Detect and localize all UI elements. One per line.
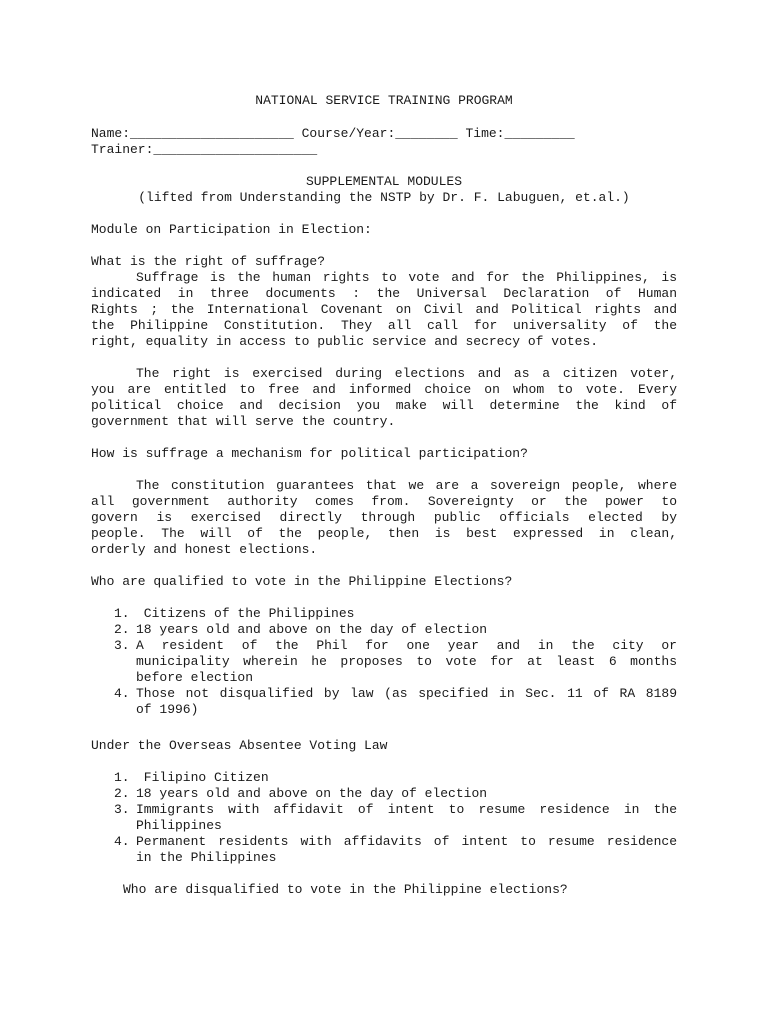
list-item: in the Philippines xyxy=(136,850,277,865)
list-item: municipality wherein he proposes to vote for at least 6 months xyxy=(136,654,677,669)
document-title: NATIONAL SERVICE TRAINING PROGRAM xyxy=(255,93,513,108)
paragraph-line: Suffrage is the human rights to vote and for the Philippines, is xyxy=(136,270,677,285)
list-number: 1. xyxy=(114,606,130,621)
list-item: 18 years old and above on the day of election xyxy=(136,622,488,637)
paragraph-line: government that will serve the country. xyxy=(91,414,396,429)
overseas-heading: Under the Overseas Absentee Voting Law xyxy=(91,738,388,753)
question-disqualified: Who are disqualified to vote in the Philippine elections? xyxy=(123,882,568,897)
list-number: 1. xyxy=(114,770,130,785)
question-qualified: Who are qualified to vote in the Philippine Elections? xyxy=(91,574,513,589)
paragraph-line: The right is exercised during elections and as a citizen voter, xyxy=(136,366,677,381)
list-number: 2. xyxy=(114,786,130,801)
paragraph-line: people. The will of the people, then is best expressed in clean, xyxy=(91,526,677,541)
paragraph-line: The constitution guarantees that we are a sovereign people, where xyxy=(136,478,677,493)
list-number: 2. xyxy=(114,622,130,637)
paragraph-line: all government authority comes from. Sovereignty or the power to xyxy=(91,494,677,509)
module-heading: Module on Participation in Election: xyxy=(91,222,372,237)
paragraph-line: orderly and honest elections. xyxy=(91,542,318,557)
list-item: before election xyxy=(136,670,254,685)
form-fields-line-1: Name:_____________________ Course/Year:________ Time:_________ xyxy=(91,126,575,141)
form-fields-line-2: Trainer:_____________________ xyxy=(91,142,318,157)
list-item: A resident of the Phil for one year and in the city or xyxy=(136,638,677,653)
list-item: Philippines xyxy=(136,818,222,833)
paragraph-line: Rights ; the International Covenant on Civil and Political rights and xyxy=(91,302,677,317)
question-suffrage: What is the right of suffrage? xyxy=(91,254,326,269)
paragraph-line: political choice and decision you make will determine the kind of xyxy=(91,398,677,413)
list-item: Filipino Citizen xyxy=(136,770,269,785)
list-item: Immigrants with affidavit of intent to resume residence in the xyxy=(136,802,677,817)
list-number: 3. xyxy=(114,638,130,653)
list-item: Permanent residents with affidavits of intent to resume residence xyxy=(136,834,677,849)
list-item: 18 years old and above on the day of election xyxy=(136,786,488,801)
modules-title: SUPPLEMENTAL MODULES xyxy=(305,174,463,189)
paragraph-line: right, equality in access to public service and secrecy of votes. xyxy=(91,334,599,349)
list-number: 4. xyxy=(114,834,130,849)
modules-source: (lifted from Understanding the NSTP by Dr. F. Labuguen, et.al.) xyxy=(138,190,630,205)
paragraph-line: the Philippine Constitution. They all call for universality of the xyxy=(91,318,677,333)
list-item: Those not disqualified by law (as specified in Sec. 11 of RA 8189 xyxy=(136,686,677,701)
list-item: of 1996) xyxy=(136,702,199,717)
list-item: Citizens of the Philippines xyxy=(136,606,355,621)
list-number: 3. xyxy=(114,802,130,817)
paragraph-line: indicated in three documents : the Universal Declaration of Human xyxy=(91,286,677,301)
paragraph-line: govern is exercised directly through public officials elected by xyxy=(91,510,677,525)
paragraph-line: you are entitled to free and informed choice on whom to vote. Every xyxy=(91,382,677,397)
question-mechanism: How is suffrage a mechanism for political participation? xyxy=(91,446,528,461)
list-number: 4. xyxy=(114,686,130,701)
